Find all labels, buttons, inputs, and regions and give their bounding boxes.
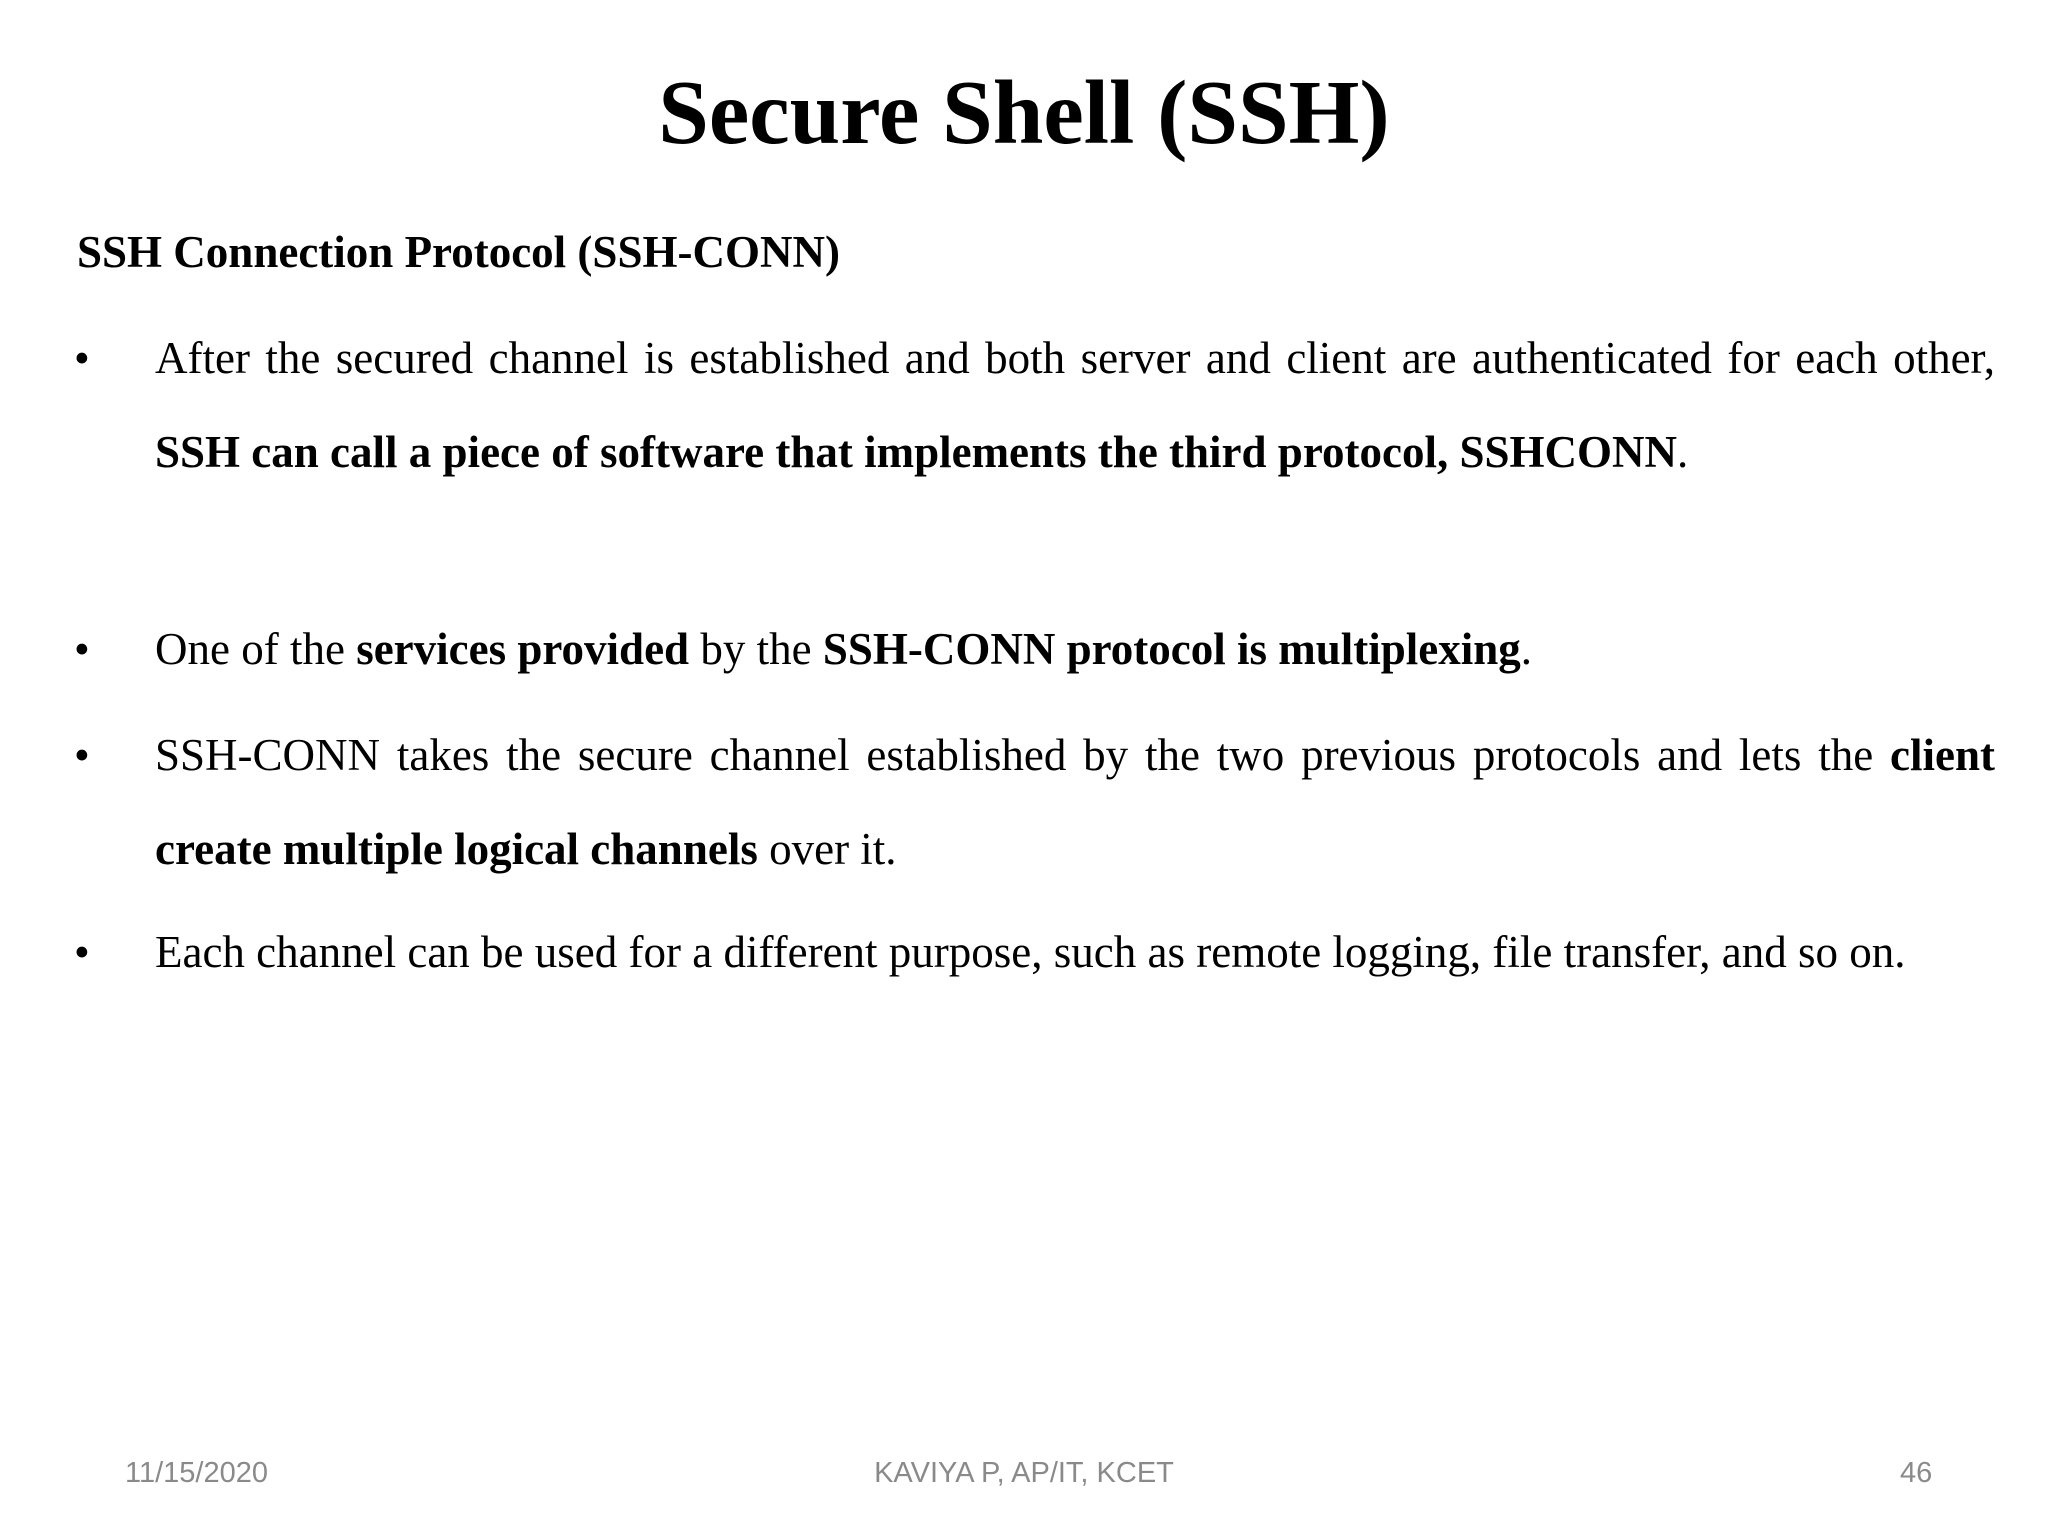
bullet-segment-bold: SSH can call a piece of software that implements the third protocol, SSHCONN (155, 427, 1678, 477)
bullet-segment-bold: client create multiple logical channels (155, 730, 1995, 874)
footer-date: 11/15/2020 (125, 1457, 268, 1489)
bullet-segment-bold: SSH-CONN protocol is multiplexing (822, 624, 1521, 674)
bullet-segment: Each channel can be used for a different purpose, such as remote logging, file transfer, and so on. (155, 927, 1906, 977)
bullet-segment: One of the (155, 624, 357, 674)
bullet-icon: • (74, 624, 90, 674)
bullet-text (155, 708, 1995, 896)
bullet-text (155, 905, 1995, 999)
footer-page-number: 46 (1900, 1457, 1933, 1489)
bullet-icon: • (74, 927, 90, 977)
bullet-segment: over it. (757, 824, 897, 874)
section-heading: SSH Connection Protocol (SSH-CONN) (77, 227, 840, 277)
footer-author: KAVIYA P, AP/IT, KCET (874, 1457, 1174, 1489)
bullet-text (155, 602, 1995, 696)
bullet-segment-bold: services provided (356, 624, 690, 674)
bullet-text (155, 311, 1995, 499)
bullet-icon: • (74, 730, 90, 780)
slide-title: Secure Shell (SSH) (658, 62, 1390, 163)
bullet-segment: . (1677, 427, 1689, 477)
bullet-icon: • (74, 333, 90, 383)
bullet-segment: by the (689, 624, 823, 674)
bullet-segment: . (1520, 624, 1533, 674)
bullet-segment: SSH-CONN takes the secure channel established by the two previous protocols and lets the (155, 730, 1891, 780)
bullet-segment: After the secured channel is established and both server and client are authenticated for each other, (155, 333, 1995, 383)
